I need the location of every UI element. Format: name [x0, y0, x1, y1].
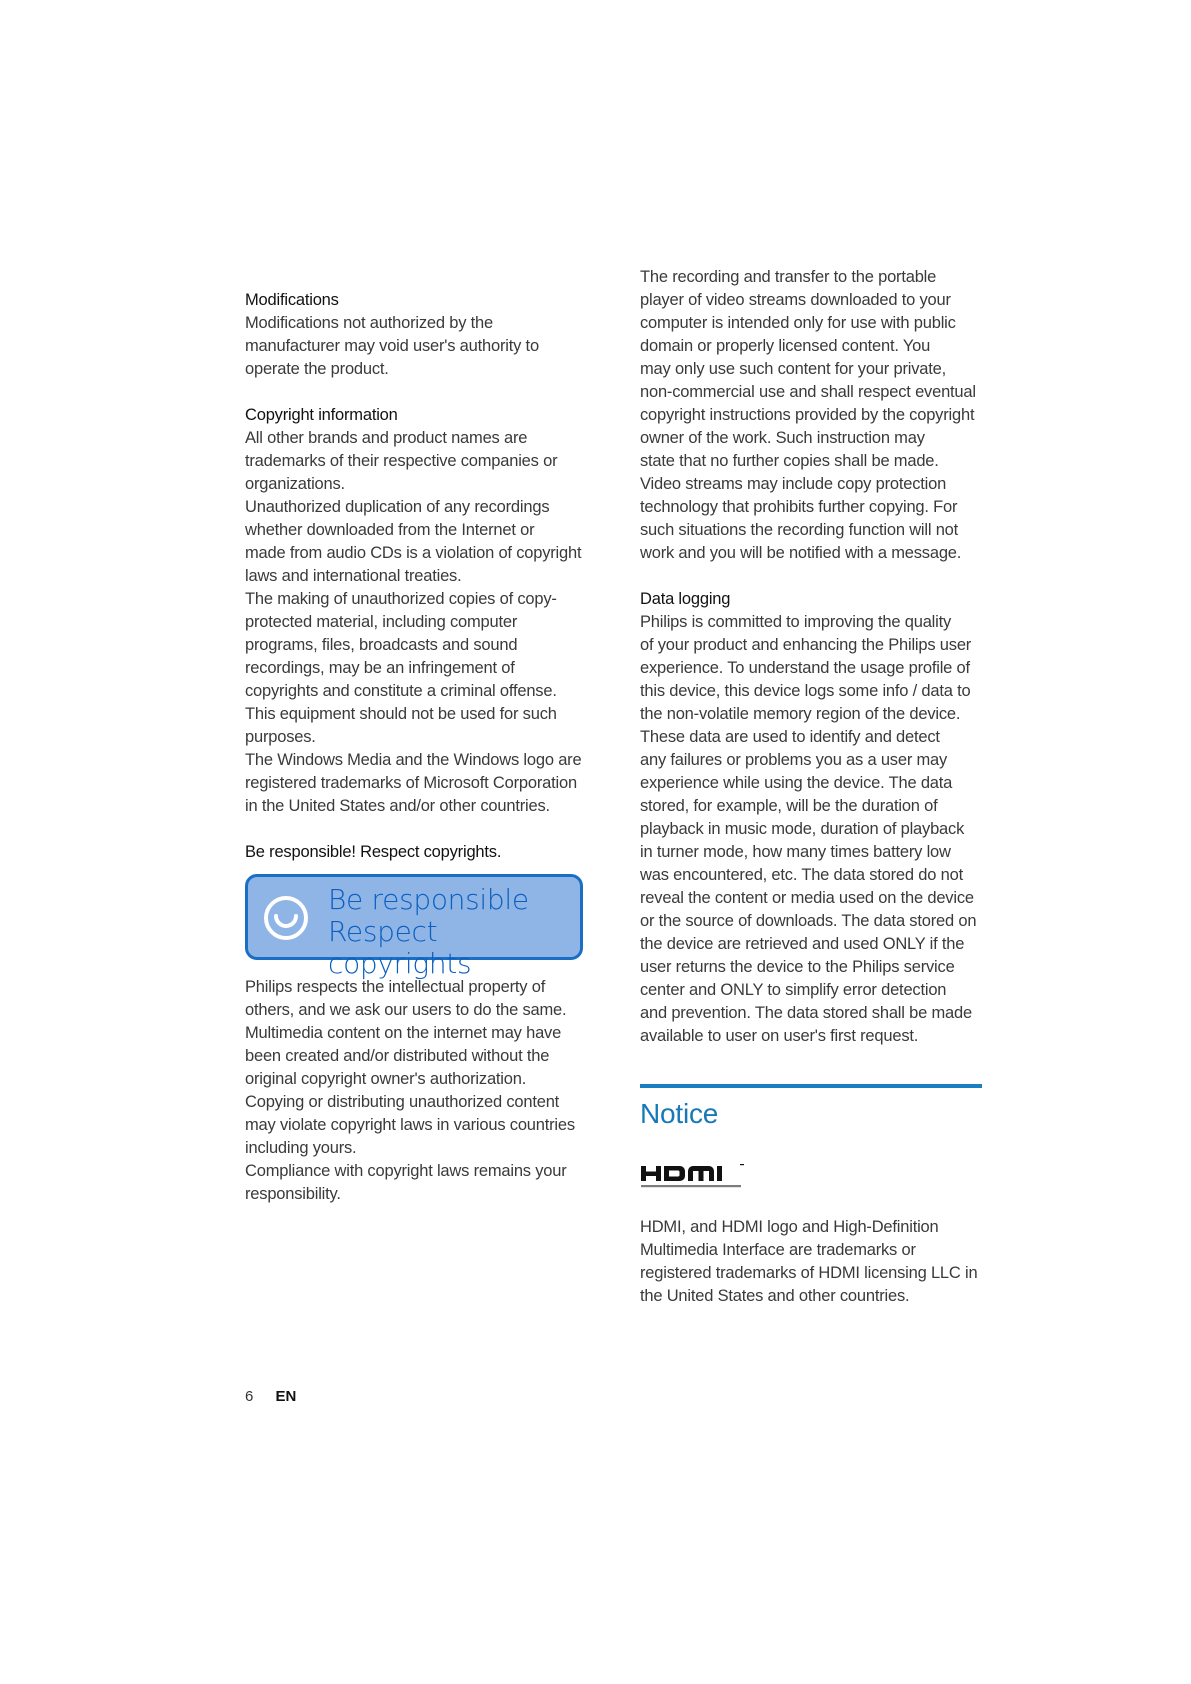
data-logging-heading: Data logging: [640, 590, 731, 608]
hdmi-logo-icon: [640, 1162, 746, 1192]
video-streams-text: The recording and transfer to the portable player of video streams downloaded to your computer is intended only for use with public domain or properly licensed content. You may only use such content for your private, non-commercial use and shall respect eventual copyright instructions provided by the copyright owner of the work. Such instruction may state that no further copies shall be made. Video streams may include copy protection technology that prohibits further copying. For such situations the recording function will not work and you will be notified with a message.: [640, 268, 976, 562]
hdmi-trademark-text: HDMI, and HDMI logo and High-Definition Multimedia Interface are trademarks or registered trademarks of HDMI licensing LLC in the United States and other countries.: [640, 1218, 978, 1305]
respect-copyrights-banner: [245, 874, 583, 980]
copyright-heading: Copyright information: [245, 406, 398, 424]
language-code: EN: [275, 1388, 297, 1405]
copyright-text: All other brands and product names are trademarks of their respective companies or organizations. Unauthorized duplication of any recordings whether downloaded from the Internet or made from audio CDs is a violation of copyright laws and international treaties. The making of unauthorized copies of copy- protected material, including computer programs, files, broadcasts and sound recordings, may be an infringement of copyrights and constitute a criminal offense. This equipment should not be used for such purposes. The Windows Media and the Windows logo are registered trademarks of Microsoft Corporation in the United States and/or other countries.: [245, 429, 582, 815]
banner-line-1: Be responsible: [328, 883, 529, 916]
banner-line-2: Respect copyrights: [328, 915, 472, 980]
banner-text: [328, 884, 580, 980]
modifications-heading: Modifications: [245, 291, 339, 309]
modifications-text: Modifications not authorized by the manufacturer may void user's authority to operate the product.: [245, 314, 539, 378]
respect-copyrights-heading: Be responsible! Respect copyrights.: [245, 843, 502, 861]
left-column: [245, 289, 585, 1206]
notice-divider: [640, 1084, 982, 1088]
data-logging-text: Philips is committed to improving the quality of your product and enhancing the Philips user experience. To understand the usage profile of this device, this device logs some info / data to the non-volatile memory region of the device. These data are used to identify and detect any failures or problems you as a user may experience while using the device. The data stored, for example, will be the duration of playback in music mode, duration of playback in turner mode, how many times battery low was encountered, etc. The data stored do not reveal the content or media used on the device or the source of downloads. The data stored on the device are retrieved and used ONLY if the user returns the device to the Philips service center and ONLY to simplify error detection and prevention. The data stored shall be made available to user on user's first request.: [640, 613, 977, 1045]
smile-circle-icon: [264, 896, 308, 940]
page-number: 6: [245, 1388, 254, 1405]
right-column: [640, 266, 982, 1308]
page-footer: [245, 1387, 296, 1407]
philips-copyright-text: Philips respects the intellectual property of others, and we ask our users to do the same. Multimedia content on the internet may have been created and/or distributed without the original copyright owner's authorization. Copying or distributing unauthorized content may violate copyright laws in various countries including yours. Compliance with copyright laws remains your responsibility.: [245, 978, 575, 1203]
notice-title: Notice: [640, 1098, 719, 1129]
